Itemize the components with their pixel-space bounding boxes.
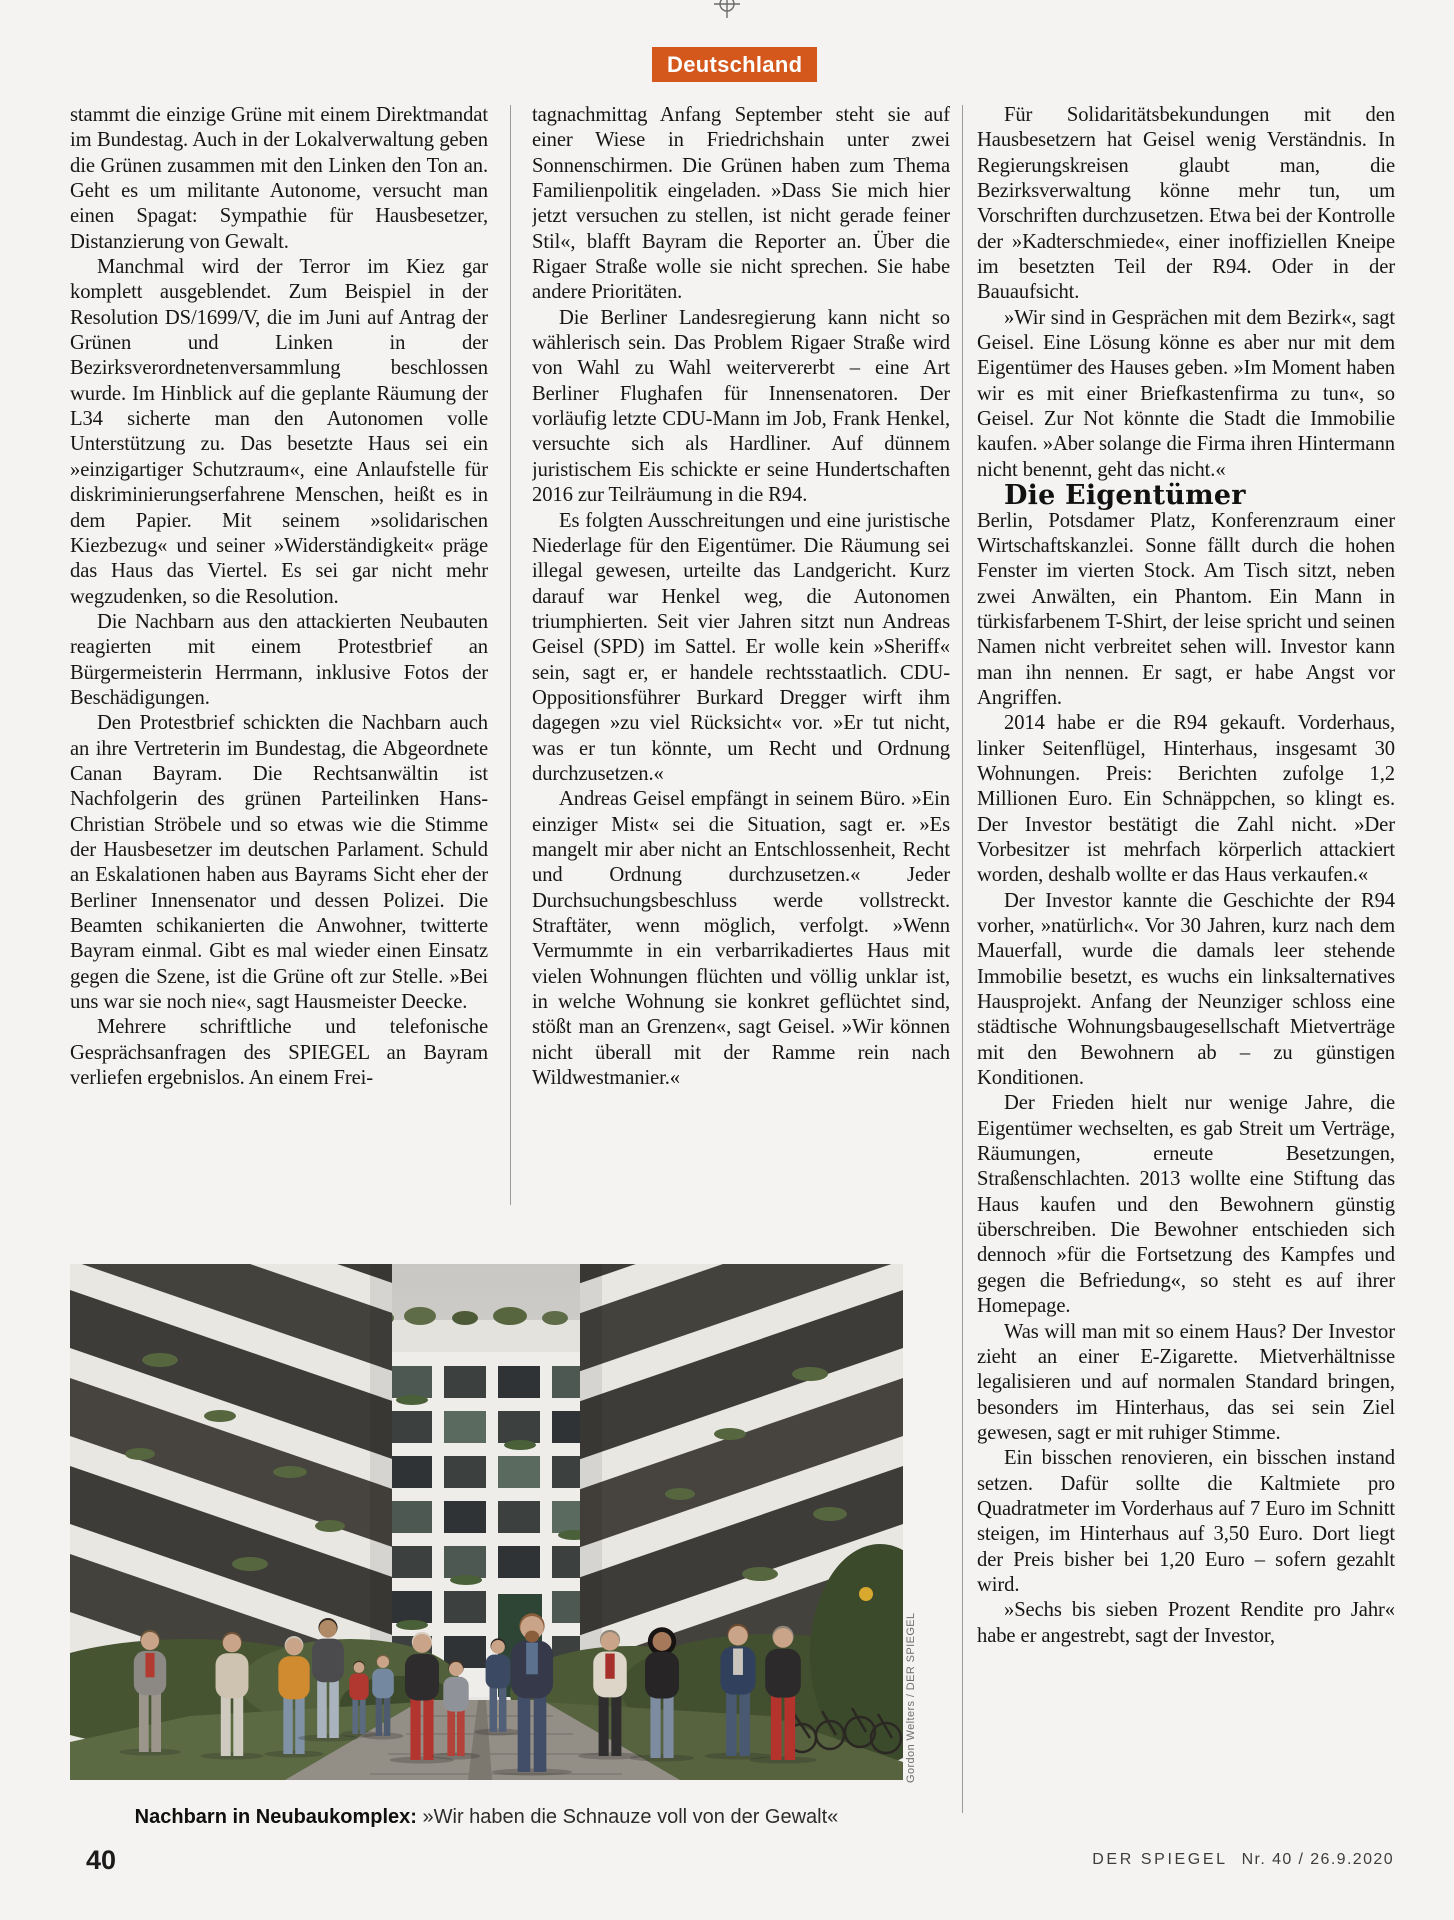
body-paragraph: Was will man mit so einem Haus? Der Investor zieht an einer E-Zigarette. Mietverhältnisse legalisieren und auf normalen Standard bringen, besonders im Hinterhaus, das sei sein Ziel gewesen, sagt er mit ruhiger Stimme.: [977, 1320, 1395, 1444]
body-paragraph: Es folgten Ausschreitungen und eine juristische Niederlage für den Eigentümer. Die Räumung sei illegal gewesen, urteilte das Landgericht. Kurz darauf war Henkel weg, die Autonomen triumphierten. Seit vier Jahren sitzt nun Andreas Geisel (SPD) im Sattel. Er wolle kein »Sheriff« sein, sagt er, er handele rechtsstaatlich. CDU-Oppositionsführer Burkard Dregger wirft ihm dagegen »zu viel Rücksicht« vor. »Er tut nicht, was er tun könnte, um Recht und Ordnung durchzusetzen.«: [532, 509, 950, 785]
text-column-3: [977, 103, 1395, 1815]
body-paragraph: Der Frieden hielt nur wenige Jahre, die Eigentümer wechselten, es gab Streit um Verträge, Räumungen, erneute Besetzungen, Straßenschlachten. 2013 wollte eine Stiftung das Haus kaufen und den Bewohnern günstig überschreiben. Die Bewohner entschieden sich dennoch »für die Fortsetzung des Kampfes und gegen die Befriedung«, so steht es auf ihrer Homepage.: [977, 1092, 1395, 1318]
subheading: Die Eigentümer: [1004, 480, 1246, 512]
body-paragraph: Berlin, Potsdamer Platz, Konferenzraum einer Wirtschaftskanzlei. Sonne fällt durch die hohen Fenster im vierten Stock. Am Tisch sitzt, neben zwei Anwälten, ein Phantom. Ein Mann in türkisfarbenem T-Shirt, der leise spricht und seinen Namen nicht verbreitet sehen will. Investor kann man ihn nennen. Er sagt, er habe Angst vor Angriffen.: [977, 509, 1395, 709]
page-number: 40: [86, 1845, 117, 1875]
body-paragraph: Andreas Geisel empfängt in seinem Büro. »Ein einziger Mist« sei die Situation, sagt er. »Es mangelt mir aber nicht an Entschlossenheit, Recht und Ordnung durchzusetzen.« Jeder Durchsuchungsbeschluss werde vollstreckt. Straftäter, wenn möglich, verfolgt. »Wenn Vermummte in ein verbarrikadiertes Haus mit vielen Wohnungen flüchten und völlig unklar ist, in welche Wohnung sie konkret geflüchtet sind, stößt man an Grenzen«, sagt Geisel. »Wir können nicht überall mit der Ramme rein nach Wildwestmanier.«: [532, 788, 950, 1090]
body-paragraph: 2014 habe er die R94 gekauft. Vorderhaus, linker Seitenflügel, Hinterhaus, insgesamt 30 Wohnungen. Preis: Berichten zufolge 1,2 Millionen Euro. Ein Schnäppchen, so klingt es. Der Investor bestätigt die Zahl nicht. »Der Vorbesitzer ist mehrfach körperlich attackiert worden, deshalb wollte er das Haus verkaufen.«: [977, 712, 1395, 887]
caption-lead: Nachbarn in Neubaukomplex:: [134, 1806, 417, 1828]
column-rule: [510, 105, 511, 1205]
body-paragraph: »Sechs bis sieben Prozent Rendite pro Jahr« habe er angestrebt, sagt der Investor,: [977, 1599, 1395, 1647]
body-paragraph: Manchmal wird der Terror im Kiez gar komplett ausgeblendet. Zum Beispiel in der Resolution DS/1699/V, die im Juni auf Antrag der Grünen und Linken in der Bezirksverordnetenversammlung beschlossen wurde. Im Hinblick auf die geplante Räumung der L34 sicherte man den Autonomen volle Unterstützung zu. Das besetzte Haus sei ein »einzigartiger Schutzraum«, eine Anlaufstelle für diskriminierungserfahrene Menschen, heißt es in dem Papier. Mit seinem »solidarischen Kiezbezug« und seiner »Widerständigkeit« präge das Haus das Viertel. Es sei gar nicht mehr wegzudenken, so die Resolution.: [70, 256, 488, 608]
caption-quote: »Wir haben die Schnauze voll von der Gewalt«: [416, 1806, 839, 1828]
body-paragraph: Der Investor kannte die Geschichte der R94 vorher, »natürlich«. Vor 30 Jahren, kurz nach dem Mauerfall, wurde die damals leer stehende Immobilie besetzt, es wuchs ein linksalternatives Hausprojekt. Anfang der Neunziger schloss eine städtische Wohnungsbaugesellschaft Mietverträge mit den Bewohnern ab – zu günstigen Konditionen.: [977, 889, 1395, 1090]
section-badge: Deutschland: [652, 47, 817, 82]
footer-issue: Nr. 40 / 26.9.2020: [1241, 1851, 1394, 1868]
body-paragraph: stammt die einzige Grüne mit einem Direktmandat im Bundestag. Auch in der Lokalverwaltung geben die Grünen zusammen mit den Linken den Ton an. Geht es um militante Autonome, versucht man einen Spagat: Sympathie für Hausbesetzer, Distanzierung von Gewalt.: [70, 104, 488, 253]
footer-issue-line: [1092, 1851, 1394, 1869]
footer-brand: DER SPIEGEL: [1092, 1851, 1228, 1868]
body-paragraph: »Wir sind in Gesprächen mit dem Bezirk«, sagt Geisel. Eine Lösung könne es aber nur mit dem Eigentümer des Hauses geben. »Im Moment haben wir es mit einer Briefkastenfirma zu tun«, so Geisel. Zur Not könnte die Stadt die Immobilie kaufen. »Aber solange die Firma ihren Hintermann nicht benennt, geht das nicht.«: [977, 306, 1395, 481]
body-paragraph: tagnachmittag Anfang September steht sie auf einer Wiese in Friedrichshain unter zwei Sonnenschirmen. Die Grünen haben zum Thema Familienpolitik eingeladen. »Dass Sie mich hier jetzt versuchen zu stellen, ist nicht gerade feiner Stil«, blafft Bayram die Reporter an. Über die Rigaer Straße wolle sie nicht sprechen. Sie habe andere Prioritäten.: [532, 104, 950, 304]
body-paragraph: Für Solidaritätsbekundungen mit den Hausbesetzern hat Geisel wenig Verständnis. In Regierungskreisen glaubt man, die Bezirksverwaltung könne mehr tun, um Vorschriften durchzusetzen. Etwa bei der Kontrolle der »Kadterschmiede«, einer inoffiziellen Kneipe im besetzten Teil der R94. Oder in der Bauaufsicht.: [977, 104, 1395, 304]
column-rule: [962, 105, 963, 1813]
text-column-1: [70, 103, 488, 1207]
photo-caption: [70, 1806, 903, 1829]
courtyard-photo: [70, 1264, 903, 1780]
body-paragraph: Die Nachbarn aus den attackierten Neubauten reagierten mit einem Protestbrief an Bürgermeisterin Herrmann, inklusive Fotos der Beschädigungen.: [70, 610, 488, 709]
body-paragraph: Mehrere schriftliche und telefonische Gesprächsanfragen des SPIEGEL an Bayram verliefen ergebnislos. An einem Frei-: [70, 1016, 488, 1090]
text-column-2: [532, 103, 950, 1207]
body-paragraph: Die Berliner Landesregierung kann nicht so wählerisch sein. Das Problem Rigaer Straße wird von Wahl zu Wahl weitervererbt – eine Art Berliner Flughafen für Innensenatoren. Der vorläufig letzte CDU-Mann im Job, Frank Henkel, versuchte sich als Hardliner. Auf dünnem juristischem Eis schickte er seine Hundertschaften 2016 zur Teilräumung in die R94.: [532, 306, 950, 507]
body-paragraph: Den Protestbrief schickten die Nachbarn auch an ihre Vertreterin im Bundestag, die Abgeordnete Canan Bayram. Die Rechtsanwältin ist Nachfolgerin des grünen Parteilinken Hans-Christian Ströbele und so etwas wie die Stimme der Hausbesetzer im deutschen Parlament. Schuld an Eskalationen haben aus Bayrams Sicht eher der Berliner Innensenator und dessen Polizei. Die Beamten schikanierten die Anwohner, twitterte Bayram einmal. Gibt es mal wieder einen Einsatz gegen die Szene, ist die Grüne oft zur Stelle. »Bei uns war sie noch nie«, sagt Hausmeister Deecke.: [70, 712, 488, 1014]
body-paragraph: Ein bisschen renovieren, ein bisschen instand setzen. Dafür sollte die Kaltmiete pro Quadratmeter im Vorderhaus auf 7 Euro im Schnitt steigen, im Hinterhaus auf 3,50 Euro. Dort liegt der Preis bisher bei 1,20 Euro – sofern gezahlt wird.: [977, 1447, 1395, 1596]
registration-mark-icon: [711, 0, 743, 20]
photo-credit: Gordon Welters / DER SPIEGEL: [905, 1612, 917, 1783]
